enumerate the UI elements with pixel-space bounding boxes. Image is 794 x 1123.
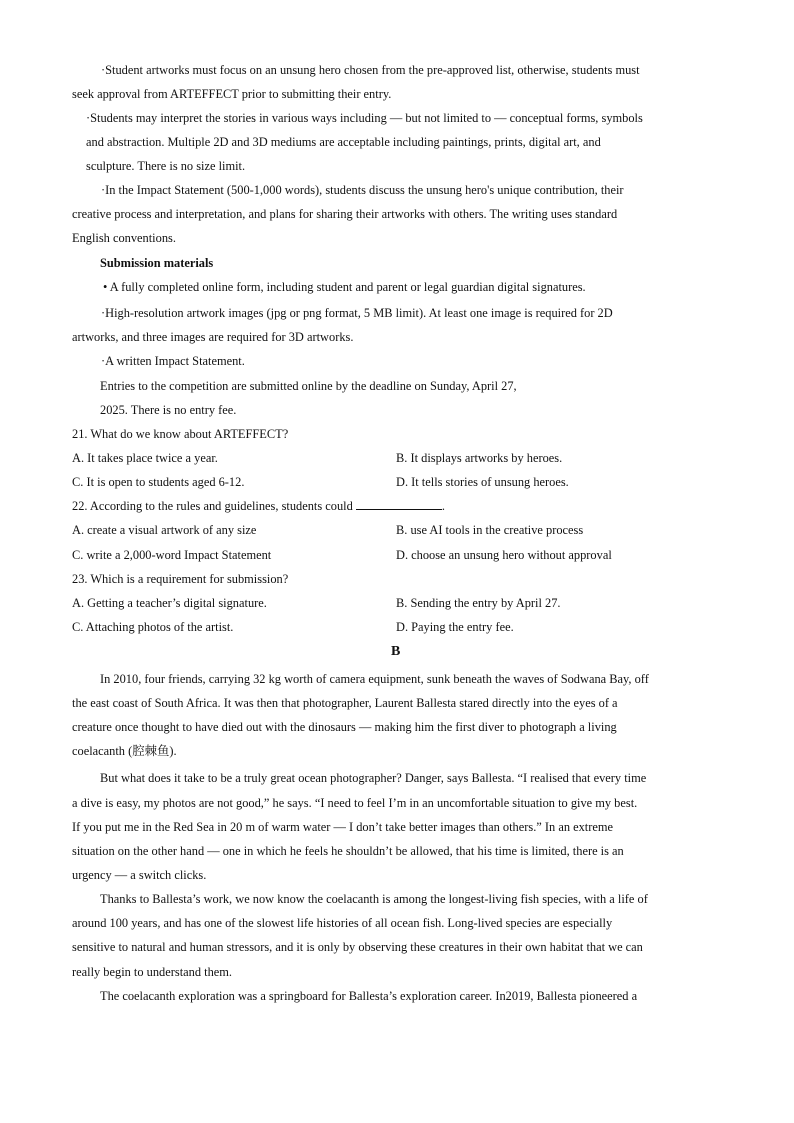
option-d[interactable]: D. It tells stories of unsung heroes.	[396, 475, 569, 489]
rules-text: ·Student artworks must focus on an unsung hero chosen from the pre-approved list, otherwise, students must	[101, 63, 640, 77]
answer-blank	[356, 498, 442, 510]
question-stem: 21. What do we know about ARTEFFECT?	[72, 427, 289, 441]
submission-item: artworks, and three images are required for 3D artworks.	[72, 330, 354, 344]
submission-item: ·A written Impact Statement.	[101, 354, 245, 368]
question-stem-end: .	[441, 499, 446, 513]
option-c[interactable]: C. write a 2,000-word Impact Statement	[72, 548, 272, 562]
passage-text: creature once thought to have died out with the dinosaurs — making him the first diver to photograph a living	[72, 720, 617, 734]
question-stem-text: 22. According to the rules and guidelines, students could	[72, 499, 353, 513]
submission-heading: Submission materials	[100, 256, 214, 270]
deadline-text: Entries to the competition are submitted online by the deadline on Sunday, April 27,	[100, 379, 517, 393]
option-a[interactable]: A. It takes place twice a year.	[72, 451, 218, 465]
rules-text: ·Students may interpret the stories in various ways including — but not limited to — conceptual forms, symbols	[86, 111, 643, 125]
rules-text: and abstraction. Multiple 2D and 3D mediums are acceptable including paintings, prints, digital art, and	[86, 135, 601, 149]
question-stem: 23. Which is a requirement for submission?	[72, 572, 289, 586]
rules-text: creative process and interpretation, and plans for sharing their artworks with others. The writing uses standard	[72, 207, 618, 221]
passage-text: a dive is easy, my photos are not good,” he says. “I need to feel I’m in an uncomfortable situation to give my best.	[72, 796, 638, 810]
passage-text: If you put me in the Red Sea in 20 m of warm water — I don’t take better images than others.” In an extreme	[72, 820, 614, 834]
rules-text: ·In the Impact Statement (500-1,000 words), students discuss the unsung hero's unique contribution, their	[101, 183, 624, 197]
deadline-text: 2025. There is no entry fee.	[100, 403, 237, 417]
option-b[interactable]: B. It displays artworks by heroes.	[396, 451, 563, 465]
passage-text: coelacanth (腔棘鱼).	[72, 744, 177, 758]
rules-text: seek approval from ARTEFFECT prior to submitting their entry.	[72, 87, 392, 101]
passage-text: urgency — a switch clicks.	[72, 868, 207, 882]
passage-text: really begin to understand them.	[72, 965, 233, 979]
option-b[interactable]: B. Sending the entry by April 27.	[396, 596, 561, 610]
rules-text: English conventions.	[72, 231, 176, 245]
option-d[interactable]: D. Paying the entry fee.	[396, 620, 514, 634]
rules-text: sculpture. There is no size limit.	[86, 159, 246, 173]
passage-text: situation on the other hand — one in which he feels he shouldn’t be allowed, that his time is limited, there is an	[72, 844, 624, 858]
passage-text: In 2010, four friends, carrying 32 kg worth of camera equipment, sunk beneath the waves of Sodwana Bay, off	[100, 672, 649, 686]
submission-item: • A fully completed online form, including student and parent or legal guardian digital signatures.	[103, 280, 586, 294]
submission-item: ·High-resolution artwork images (jpg or png format, 5 MB limit). At least one image is required for 2D	[101, 306, 613, 320]
passage-text: But what does it take to be a truly great ocean photographer? Danger, says Ballesta. “I realised that every time	[100, 771, 647, 785]
question-stem	[72, 498, 445, 514]
option-c[interactable]: C. It is open to students aged 6-12.	[72, 475, 245, 489]
option-a[interactable]: A. create a visual artwork of any size	[72, 523, 257, 537]
option-d[interactable]: D. choose an unsung hero without approval	[396, 548, 612, 562]
passage-text: sensitive to natural and human stressors, and it is only by observing these creatures in their own habitat that we can	[72, 940, 643, 954]
passage-text: the east coast of South Africa. It was then that photographer, Laurent Ballesta stared directly into the eyes of a	[72, 696, 618, 710]
option-a[interactable]: A. Getting a teacher’s digital signature.	[72, 596, 267, 610]
passage-text: around 100 years, and has one of the slowest life histories of all ocean fish. Long-lived species are especially	[72, 916, 613, 930]
section-heading: B	[391, 644, 401, 659]
passage-text: The coelacanth exploration was a springboard for Ballesta’s exploration career. In2019, Ballesta pioneered a	[100, 989, 638, 1003]
passage-text: Thanks to Ballesta’s work, we now know the coelacanth is among the longest-living fish species, with a life of	[100, 892, 648, 906]
option-b[interactable]: B. use AI tools in the creative process	[396, 523, 584, 537]
option-c[interactable]: C. Attaching photos of the artist.	[72, 620, 234, 634]
